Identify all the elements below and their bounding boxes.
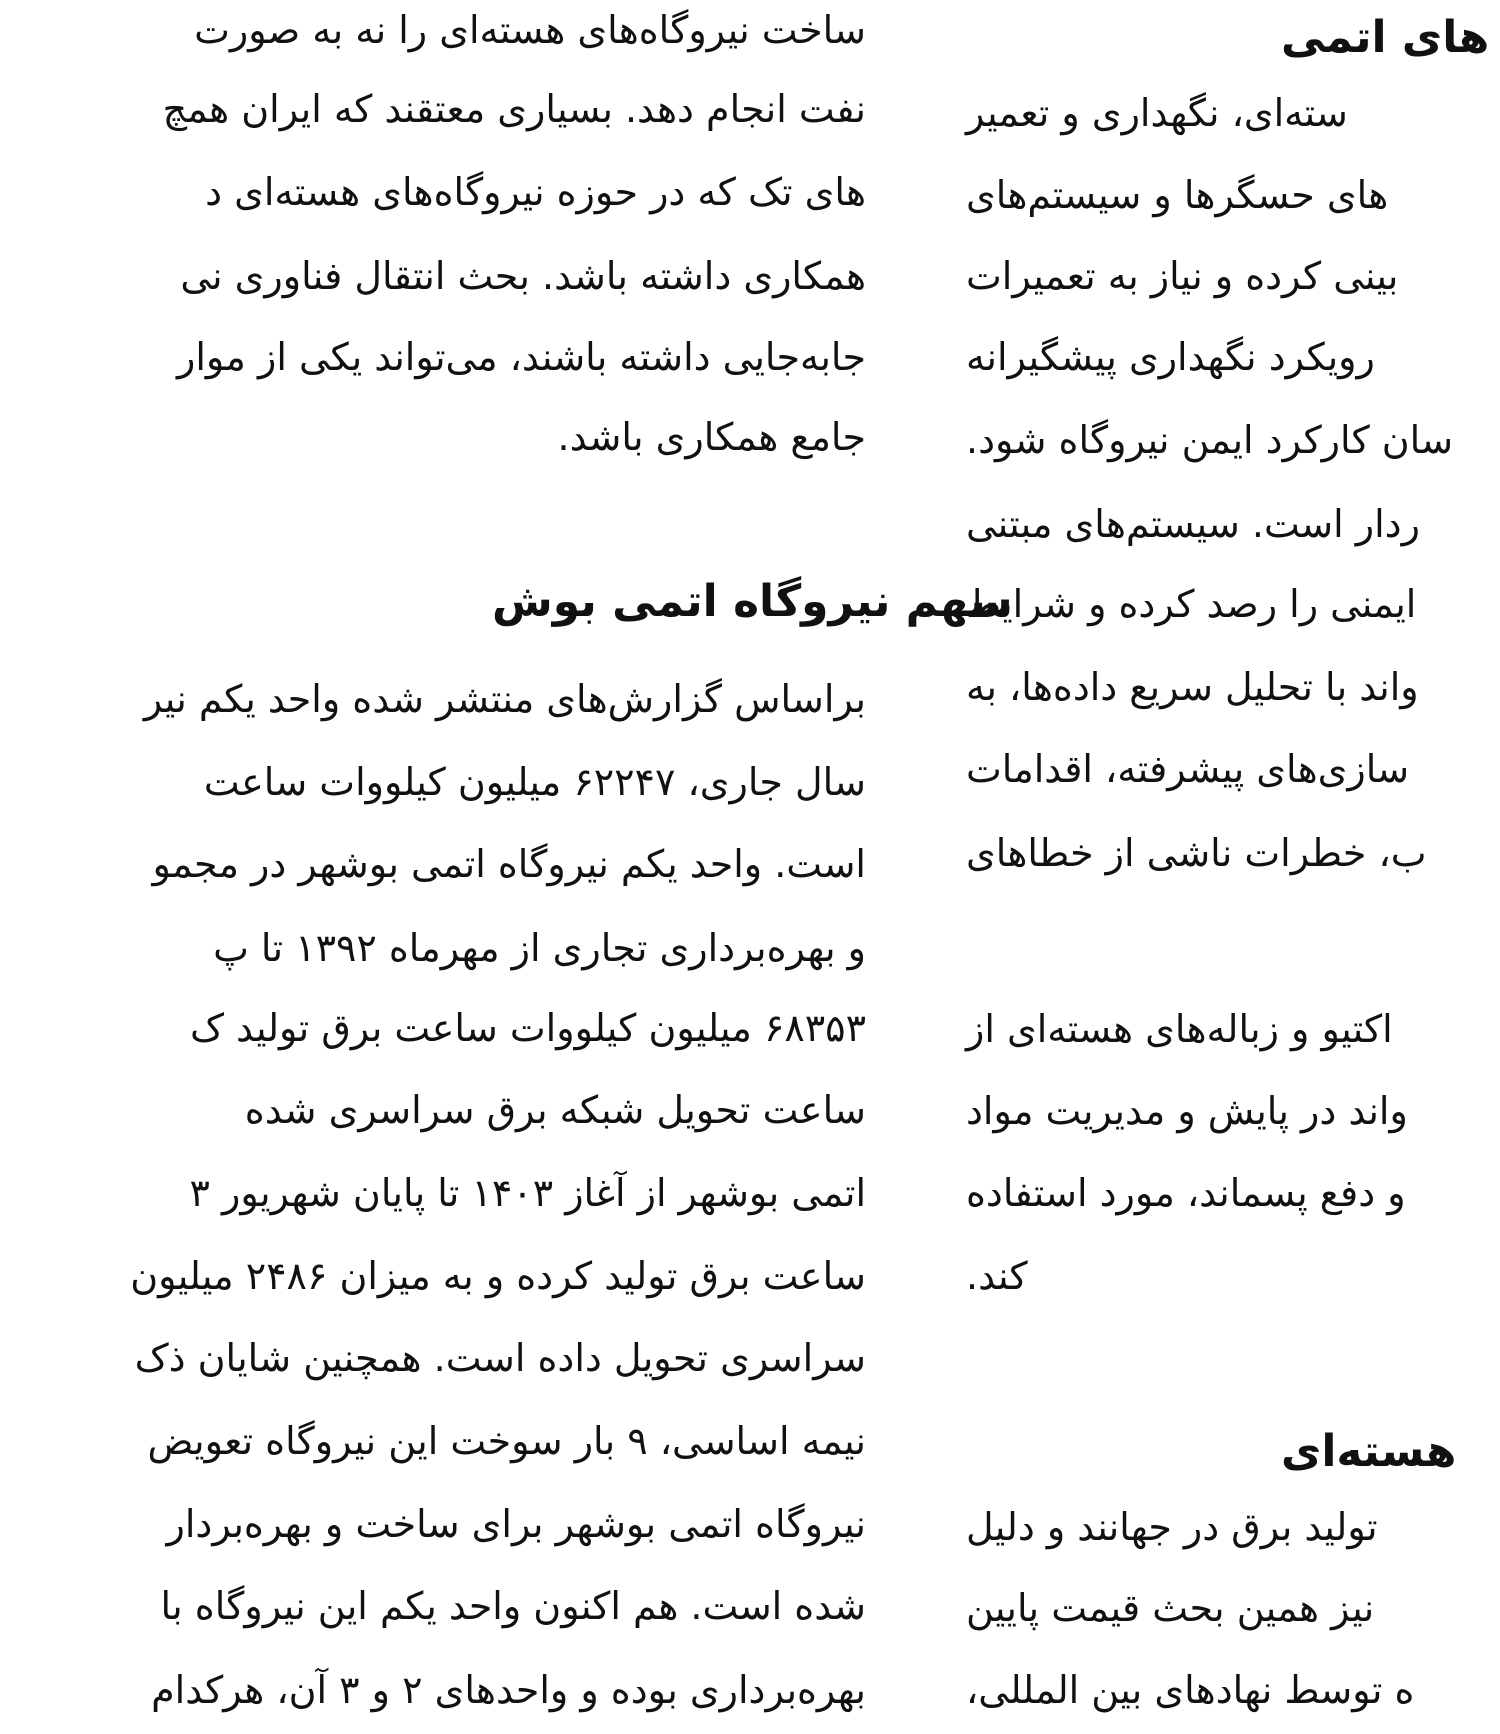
right-paragraph-line: سته‌ای، نگهداری و تعمیر [966, 91, 1348, 135]
right-paragraph-line: بینی کرده و نیاز به تعمیرات [966, 254, 1399, 298]
left-paragraph-line: است. واحد یکم نیروگاه اتمی بوشهر در مجمو [152, 842, 866, 886]
left-paragraph-line: همکاری داشته باشد. بحث انتقال فناوری نی [180, 254, 866, 298]
left-paragraph-line: ۶۸۳۵۳ میلیون کیلووات ساعت برق تولید ک [189, 1006, 866, 1050]
left-paragraph-line: نیمه اساسی، ۹ بار سوخت این نیروگاه تعویض [147, 1419, 866, 1463]
left-paragraph-line: نفت انجام دهد. بسیاری معتقند که ایران همچ [162, 87, 866, 131]
left-paragraph-line: سراسری تحویل داده است. همچنین شایان ذک [134, 1336, 866, 1380]
right-paragraph-line: ایمنی را رصد کرده و شرایط [966, 582, 1417, 626]
right-paragraph-line: و دفع پسماند، مورد استفاده [966, 1171, 1406, 1215]
right-paragraph-line: رویکرد نگهداری پیشگیرانه [966, 335, 1375, 379]
right-paragraph-line: های حسگرها و سیستم‌های [966, 173, 1389, 217]
right-paragraph-line: واند با تحلیل سریع داده‌ها، به [966, 665, 1419, 709]
right-paragraph-line: نیز همین بحث قیمت پایین [966, 1586, 1375, 1630]
section-heading-bushehr-share: سهم نیروگاه اتمی بوش [492, 576, 1013, 627]
right-paragraph-line: سازی‌های پیشرفته، اقدامات [966, 747, 1410, 791]
left-paragraph-line: جابه‌جایی داشته باشند، می‌تواند یکی از موار [177, 335, 866, 379]
left-paragraph-line: براساس گزارش‌های منتشر شده واحد یکم نیر [143, 677, 866, 721]
left-paragraph-line: نیروگاه اتمی بوشهر برای ساخت و بهره‌بردار [166, 1502, 866, 1546]
right-paragraph-line: اکتیو و زباله‌های هسته‌ای از [966, 1007, 1393, 1051]
left-paragraph-line: ساعت تحویل شبکه برق سراسری شده [244, 1088, 866, 1132]
left-paragraph-line: بهره‌برداری بوده و واحدهای ۲ و ۳ آن، هرکدام [151, 1668, 866, 1712]
right-paragraph-line: واند در پایش و مدیریت مواد [966, 1089, 1408, 1133]
right-paragraph-line: سان کارکرد ایمن نیروگاه شود. [966, 418, 1454, 462]
left-paragraph-line: اتمی بوشهر از آغاز ۱۴۰۳ تا پایان شهریور ۳ [189, 1171, 866, 1215]
left-paragraph-line: و بهره‌برداری تجاری از مهرماه ۱۳۹۲ تا پ [213, 926, 866, 970]
right-paragraph-line: تولید برق در جهانند و دلیل [966, 1505, 1378, 1549]
section-heading-nuclear: هسته‌ای [1281, 1426, 1457, 1477]
right-paragraph-line: ب، خطرات ناشی از خطاهای [966, 831, 1427, 875]
left-paragraph-line: شده است. هم اکنون واحد یکم این نیروگاه با [160, 1584, 866, 1628]
right-text-column [966, 0, 1500, 1734]
right-paragraph-line: کند. [966, 1254, 1028, 1298]
left-paragraph-line: جامع همکاری باشد. [557, 415, 866, 459]
left-paragraph-line: های تک که در حوزه نیروگاه‌های هسته‌ای د [205, 170, 866, 214]
right-paragraph-line: ه توسط نهادهای بین المللی، [966, 1668, 1415, 1712]
left-paragraph-line: ساخت نیروگاه‌های هسته‌ای را نه به صورت [194, 8, 866, 52]
left-paragraph-line: ساعت برق تولید کرده و به میزان ۲۴۸۶ میلیون [130, 1254, 866, 1298]
section-heading-atomic-plants: های اتمی [1281, 12, 1490, 63]
right-paragraph-line: ردار است. سیستم‌های مبتنی [966, 502, 1420, 546]
left-paragraph-line: سال جاری، ۶۲۲۴۷ میلیون کیلووات ساعت [203, 760, 866, 804]
